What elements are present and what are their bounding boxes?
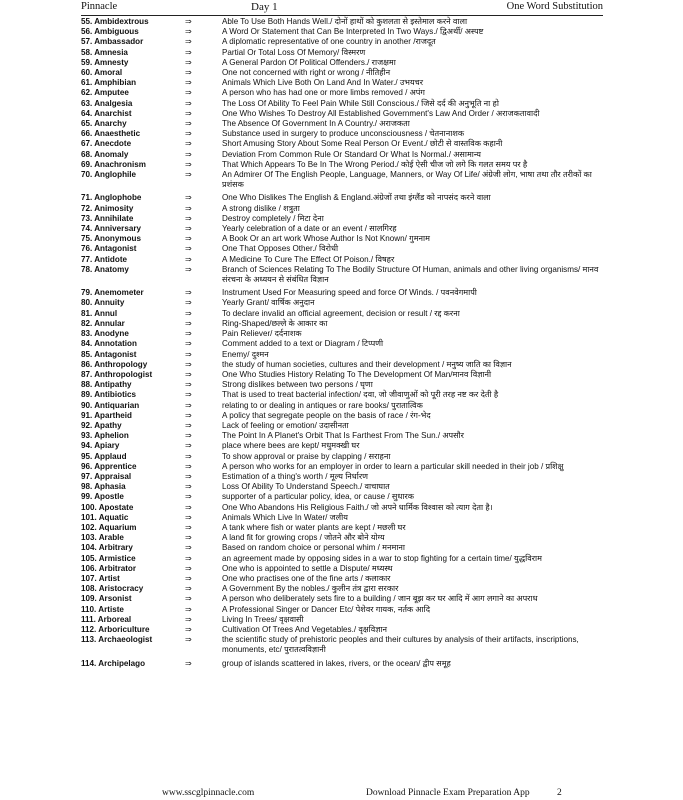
- entry-term: 70. Anglophile: [81, 170, 137, 180]
- arrow-icon: ⇒: [185, 614, 192, 624]
- entry-term: 59. Amnesty: [81, 57, 129, 67]
- entry-term: 82. Annular: [81, 318, 125, 328]
- entry-definition: A person who has had one or more limbs removed / अपंग: [222, 88, 425, 98]
- entry-definition: Short Amusing Story About Some Real Person Or Event./ छोटी से वास्तविक कहानी: [222, 139, 503, 149]
- entry-definition: Based on random choice or personal whim / मनमाना: [222, 543, 406, 553]
- arrow-icon: ⇒: [185, 88, 192, 98]
- list-item: [81, 472, 603, 482]
- list-item: [81, 503, 603, 513]
- entry-term: 110. Artiste: [81, 604, 124, 614]
- arrow-icon: ⇒: [185, 98, 192, 108]
- list-item: [81, 78, 603, 88]
- entry-definition: Comment added to a text or Diagram / टिप्पणी: [222, 339, 384, 349]
- arrow-icon: ⇒: [185, 119, 192, 129]
- arrow-icon: ⇒: [185, 461, 192, 471]
- entry-term: 90. Antiquarian: [81, 400, 140, 410]
- entry-term: 85. Antagonist: [81, 349, 137, 359]
- entry-definition: One not concerned with right or wrong / नीतिहीन: [222, 68, 391, 78]
- arrow-icon: ⇒: [185, 203, 192, 213]
- entry-definition: Strong dislikes between two persons / घृणा: [222, 380, 373, 390]
- entry-definition: A diplomatic representative of one country in another /राजदूत: [222, 37, 436, 47]
- list-item: [81, 574, 603, 584]
- entry-definition: relating to or dealing in antiques or rare books/ पुरातात्विक: [222, 400, 423, 410]
- arrow-icon: ⇒: [185, 17, 192, 26]
- word-list: [81, 17, 603, 669]
- arrow-icon: ⇒: [185, 288, 192, 298]
- entry-definition: One who practises one of the fine arts / कलाकार: [222, 573, 391, 583]
- entry-definition: An Admirer Of The English People, Language, Manners, or Way Of Life/ अंग्रेजी लोग, भाषा तथा तौर तरीकों का प्रशंसक: [222, 170, 592, 190]
- arrow-icon: ⇒: [185, 264, 192, 274]
- entry-term: 83. Anodyne: [81, 329, 129, 339]
- entry-term: 55. Ambidextrous: [81, 17, 149, 26]
- arrow-icon: ⇒: [185, 441, 192, 451]
- entry-definition: A strong dislike / शत्रुता: [222, 203, 300, 213]
- header-topic: One Word Substitution: [506, 1, 603, 12]
- entry-term: 75. Anonymous: [81, 234, 141, 244]
- list-item: [81, 298, 603, 308]
- entry-term: 65. Anarchy: [81, 119, 127, 129]
- arrow-icon: ⇒: [185, 57, 192, 67]
- entry-term: 113. Archaeologist: [81, 635, 153, 645]
- list-item: [81, 533, 603, 543]
- entry-definition: Destroy completely / मिटा देना: [222, 213, 324, 223]
- entry-definition: A Professional Singer or Dancer Etc/ पेशेवर गायक, नर्तक आदि: [222, 604, 431, 614]
- list-item: [81, 339, 603, 349]
- list-item: [81, 584, 603, 594]
- arrow-icon: ⇒: [185, 159, 192, 169]
- entry-definition: The Absence Of Government In A Country./ अराजकता: [222, 119, 410, 129]
- list-item: [81, 170, 603, 190]
- entry-term: 74. Anniversary: [81, 224, 141, 234]
- entry-definition: group of islands scattered in lakes, rivers, or the ocean/ द्वीप समूह: [222, 658, 451, 668]
- entry-term: 62. Amputee: [81, 88, 129, 98]
- arrow-icon: ⇒: [185, 543, 192, 553]
- entry-definition: A land fit for growing crops / जोतने और बोने योग्य: [222, 533, 385, 543]
- list-item: [81, 244, 603, 254]
- entry-definition: Cultivation Of Trees And Vegetables./ वृक्षविज्ञान: [222, 624, 388, 634]
- entry-definition: Loss Of Ability To Understand Speech./ वाचाघात: [222, 482, 390, 492]
- arrow-icon: ⇒: [185, 533, 192, 543]
- arrow-icon: ⇒: [185, 594, 192, 604]
- entry-definition: Partial Or Total Loss Of Memory/ विस्मरण: [222, 47, 366, 57]
- entry-definition: To show approval or praise by clapping / सराहना: [222, 451, 391, 461]
- page-number: 2: [557, 788, 562, 798]
- arrow-icon: ⇒: [185, 431, 192, 441]
- entry-term: 95. Applaud: [81, 451, 127, 461]
- list-item: [81, 554, 603, 564]
- entry-definition: an agreement made by opposing sides in a war to stop fighting for a certain time/ युद्धविराम: [222, 553, 542, 563]
- entry-term: 109. Arsonist: [81, 594, 132, 604]
- entry-term: 61. Amphibian: [81, 78, 137, 88]
- entry-term: 101. Aquatic: [81, 512, 129, 522]
- arrow-icon: ⇒: [185, 451, 192, 461]
- list-item: [81, 605, 603, 615]
- entry-term: 89. Antibiotics: [81, 390, 137, 400]
- arrow-icon: ⇒: [185, 502, 192, 512]
- arrow-icon: ⇒: [185, 400, 192, 410]
- arrow-icon: ⇒: [185, 27, 192, 37]
- entry-definition: That is used to treat bacterial infection/ दवा, जो जीवाणुओं को पूरी तरह नष्ट कर देती है: [222, 390, 499, 400]
- list-item: [81, 360, 603, 370]
- entry-term: 57. Ambassador: [81, 37, 144, 47]
- list-item: [81, 452, 603, 462]
- entry-term: 96. Apprentice: [81, 461, 137, 471]
- header-day: Day 1: [251, 1, 278, 13]
- entry-definition: Able To Use Both Hands Well./ दोनों हाथों को कुशलता से इस्तेमाल करने वाला: [222, 17, 468, 26]
- entry-term: 73. Annihilate: [81, 213, 134, 223]
- arrow-icon: ⇒: [185, 522, 192, 532]
- list-item: [81, 370, 603, 380]
- list-item: [81, 17, 603, 27]
- entry-definition: Estimation of a thing's worth / मूल्य निर्धारण: [222, 471, 369, 481]
- entry-term: 105. Armistice: [81, 553, 136, 563]
- entry-term: 72. Animosity: [81, 203, 134, 213]
- list-item: [81, 309, 603, 319]
- entry-term: 88. Antipathy: [81, 380, 132, 390]
- arrow-icon: ⇒: [185, 193, 192, 203]
- entry-definition: One Who Dislikes The English & England.अंग्रेजों तथा इंग्लैंड को नापसंद करने वाला: [222, 193, 491, 203]
- arrow-icon: ⇒: [185, 584, 192, 594]
- entry-term: 97. Appraisal: [81, 471, 132, 481]
- page-footer: [0, 788, 683, 800]
- arrow-icon: ⇒: [185, 224, 192, 234]
- entry-term: 66. Anaesthetic: [81, 129, 141, 139]
- arrow-icon: ⇒: [185, 108, 192, 118]
- list-item: [81, 224, 603, 234]
- entry-term: 103. Arable: [81, 533, 124, 543]
- list-item: [81, 234, 603, 244]
- entry-term: 69. Anachronism: [81, 159, 146, 169]
- arrow-icon: ⇒: [185, 149, 192, 159]
- entry-definition: A Word Or Statement that Can Be Interpreted In Two Ways./ द्विअर्थी/ अस्पष्ट: [222, 27, 484, 37]
- page-header: [81, 1, 603, 15]
- footer-website: www.sscglpinnacle.com: [162, 788, 255, 798]
- arrow-icon: ⇒: [185, 234, 192, 244]
- entry-term: 104. Arbitrary: [81, 543, 133, 553]
- list-item: [81, 543, 603, 553]
- arrow-icon: ⇒: [185, 553, 192, 563]
- list-item: [81, 68, 603, 78]
- list-item: [81, 265, 603, 285]
- entry-term: 79. Anemometer: [81, 288, 144, 298]
- arrow-icon: ⇒: [185, 254, 192, 264]
- list-item: [81, 109, 603, 119]
- arrow-icon: ⇒: [185, 420, 192, 430]
- arrow-icon: ⇒: [185, 308, 192, 318]
- arrow-icon: ⇒: [185, 318, 192, 328]
- entry-term: 99. Apostle: [81, 492, 124, 502]
- arrow-icon: ⇒: [185, 390, 192, 400]
- entry-term: 94. Apiary: [81, 441, 120, 451]
- entry-definition: Enemy/ दुश्मन: [222, 349, 269, 359]
- entry-definition: the study of human societies, cultures and their development / मनुष्य जाति का विज्ञान: [222, 359, 512, 369]
- list-item: [81, 58, 603, 68]
- arrow-icon: ⇒: [185, 37, 192, 47]
- entry-definition: To declare invalid an official agreement, decision or result / रद्द करना: [222, 308, 460, 318]
- arrow-icon: ⇒: [185, 380, 192, 390]
- list-item: [81, 523, 603, 533]
- arrow-icon: ⇒: [185, 410, 192, 420]
- footer-app-promo: Download Pinnacle Exam Preparation App: [366, 788, 530, 798]
- entry-term: 114. Archipelago: [81, 658, 146, 668]
- arrow-icon: ⇒: [185, 635, 192, 645]
- header-publisher: Pinnacle: [81, 1, 118, 12]
- arrow-icon: ⇒: [185, 129, 192, 139]
- entry-definition: Yearly celebration of a date or an event / सालगिरह: [222, 224, 397, 234]
- list-item: [81, 635, 603, 655]
- list-item: [81, 625, 603, 635]
- list-item: [81, 390, 603, 400]
- entry-definition: A policy that segregate people on the basis of race / रंग-भेद: [222, 410, 431, 420]
- entry-definition: A tank where fish or water plants are kept / मछली घर: [222, 522, 406, 532]
- entry-term: 78. Anatomy: [81, 264, 129, 274]
- entry-definition: Animals Which Live In Water/ जलीय: [222, 512, 348, 522]
- entry-term: 64. Anarchist: [81, 108, 132, 118]
- list-item: [81, 48, 603, 58]
- list-item: [81, 255, 603, 265]
- entry-definition: A General Pardon Of Political Offenders./ राजक्षमा: [222, 57, 396, 67]
- list-item: [81, 350, 603, 360]
- arrow-icon: ⇒: [185, 339, 192, 349]
- arrow-icon: ⇒: [185, 47, 192, 57]
- list-item: [81, 380, 603, 390]
- list-item: [81, 431, 603, 441]
- list-item: [81, 564, 603, 574]
- arrow-icon: ⇒: [185, 471, 192, 481]
- arrow-icon: ⇒: [185, 170, 192, 180]
- arrow-icon: ⇒: [185, 68, 192, 78]
- entry-term: 58. Amnesia: [81, 47, 128, 57]
- list-item: [81, 329, 603, 339]
- list-item: [81, 513, 603, 523]
- arrow-icon: ⇒: [185, 482, 192, 492]
- entry-term: 81. Annul: [81, 308, 118, 318]
- list-item: [81, 401, 603, 411]
- entry-term: 56. Ambiguous: [81, 27, 139, 37]
- list-item: [81, 492, 603, 502]
- list-item: [81, 193, 603, 203]
- header-divider: [81, 15, 603, 16]
- list-item: [81, 421, 603, 431]
- arrow-icon: ⇒: [185, 573, 192, 583]
- list-item: [81, 319, 603, 329]
- list-item: [81, 27, 603, 37]
- entry-definition: A Government By the nobles./ कुलीन तंत्र द्वारा सरकार: [222, 584, 399, 594]
- list-item: [81, 615, 603, 625]
- entry-term: 67. Anecdote: [81, 139, 132, 149]
- entry-term: 106. Arbitrator: [81, 563, 137, 573]
- arrow-icon: ⇒: [185, 492, 192, 502]
- entry-definition: Substance used in surgery to produce unconsciousness / चेतनानाशक: [222, 129, 465, 139]
- entry-definition: One That Opposes Other./ विरोधी: [222, 244, 339, 254]
- list-item: [81, 129, 603, 139]
- arrow-icon: ⇒: [185, 604, 192, 614]
- list-item: [81, 594, 603, 604]
- entry-definition: A person who deliberately sets fire to a building / जान बूझ कर घर आदि में आग लगाने का अपराध: [222, 594, 538, 604]
- entry-definition: Living In Trees/ वृक्षवासी: [222, 614, 304, 624]
- list-item: [81, 160, 603, 170]
- arrow-icon: ⇒: [185, 359, 192, 369]
- entry-term: 108. Aristocracy: [81, 584, 144, 594]
- entry-definition: Branch of Sciences Relating To The Bodily Structure Of Human, animals and other living organisms/ मानव संरचना के अध्ययन से संबंधित विज्ञान: [222, 264, 599, 285]
- entry-term: 80. Annuity: [81, 298, 125, 308]
- entry-definition: The Loss Of Ability To Feel Pain While Still Conscious./ जिसे दर्द की अनुभूति ना हो: [222, 98, 499, 108]
- entry-definition: place where bees are kept/ मधुमक्खी घर: [222, 441, 360, 451]
- entry-definition: Yearly Grant/ वार्षिक अनुदान: [222, 298, 315, 308]
- entry-definition: One Who Studies History Relating To The Development Of Man/मानव विज्ञानी: [222, 369, 492, 379]
- entry-term: 60. Amoral: [81, 68, 123, 78]
- arrow-icon: ⇒: [185, 512, 192, 522]
- arrow-icon: ⇒: [185, 78, 192, 88]
- list-item: [81, 99, 603, 109]
- arrow-icon: ⇒: [185, 213, 192, 223]
- entry-definition: One Who Wishes To Destroy All Established Government's Law And Order / अराजकतावादी: [222, 108, 540, 118]
- entry-term: 77. Antidote: [81, 254, 128, 264]
- entry-term: 102. Aquarium: [81, 522, 137, 532]
- entry-definition: The Point In A Planet's Orbit That Is Farthest From The Sun./ अपसौर: [222, 431, 464, 441]
- arrow-icon: ⇒: [185, 139, 192, 149]
- list-item: [81, 482, 603, 492]
- entry-definition: Ring-Shaped/छल्ले के आकार का: [222, 318, 328, 328]
- list-item: [81, 411, 603, 421]
- list-item: [81, 139, 603, 149]
- entry-definition: Lack of feeling or emotion/ उदासीनता: [222, 420, 349, 430]
- entry-term: 93. Aphelion: [81, 431, 129, 441]
- arrow-icon: ⇒: [185, 624, 192, 634]
- entry-term: 63. Analgesia: [81, 98, 133, 108]
- list-item: [81, 37, 603, 47]
- arrow-icon: ⇒: [185, 369, 192, 379]
- entry-definition: Deviation From Common Rule Or Standard Or What Is Normal./ असामान्य: [222, 149, 481, 159]
- entry-term: 98. Aphasia: [81, 482, 126, 492]
- entry-term: 76. Antagonist: [81, 244, 137, 254]
- arrow-icon: ⇒: [185, 349, 192, 359]
- entry-definition: supporter of a particular policy, idea, or cause / सुधारक: [222, 492, 414, 502]
- entry-definition: One Who Abandons His Religious Faith./ जो अपने धार्मिक विश्वास को त्याग देता है।: [222, 502, 493, 512]
- list-item: [81, 88, 603, 98]
- entry-definition: A Book Or an art work Whose Author Is Not Known/ गुमनाम: [222, 234, 430, 244]
- list-item: [81, 150, 603, 160]
- arrow-icon: ⇒: [185, 329, 192, 339]
- entry-definition: the scientific study of prehistoric peoples and their cultures by analysis of their artifacts, inscriptions, monuments, etc/ पुरातत्वविज्ञानी: [222, 635, 579, 655]
- entry-term: 111. Arboreal: [81, 614, 132, 624]
- entry-term: 71. Anglophobe: [81, 193, 142, 203]
- entry-definition: A person who works for an employer in order to learn a particular skill needed in their job / प्रशिक्षु: [222, 461, 564, 471]
- entry-definition: Pain Reliever/ दर्दनाशक: [222, 329, 302, 339]
- entry-definition: Instrument Used For Measuring speed and force Of Winds. / पवनवेगमापी: [222, 288, 477, 298]
- list-item: [81, 441, 603, 451]
- entry-definition: That Which Appears To Be In The Wrong Period./ कोई ऐसी चीज जो लगे कि गलत समय पर है: [222, 159, 528, 169]
- entry-definition: Animals Which Live Both On Land And In Water./ उभयचर: [222, 78, 424, 88]
- list-item: [81, 462, 603, 472]
- entry-term: 68. Anomaly: [81, 149, 129, 159]
- entry-term: 100. Apostate: [81, 502, 134, 512]
- entry-term: 84. Annotation: [81, 339, 137, 349]
- entry-term: 91. Apartheid: [81, 410, 132, 420]
- list-item: [81, 204, 603, 214]
- list-item: [81, 288, 603, 298]
- arrow-icon: ⇒: [185, 563, 192, 573]
- entry-definition: A Medicine To Cure The Effect Of Poison./ विषहर: [222, 254, 395, 264]
- entry-term: 92. Apathy: [81, 420, 122, 430]
- list-item: [81, 659, 603, 669]
- entry-term: 86. Anthropology: [81, 359, 148, 369]
- arrow-icon: ⇒: [185, 658, 192, 668]
- arrow-icon: ⇒: [185, 244, 192, 254]
- list-item: [81, 119, 603, 129]
- entry-term: 87. Anthropologist: [81, 369, 153, 379]
- list-item: [81, 214, 603, 224]
- entry-definition: One who is appointed to settle a Dispute/ मध्यस्थ: [222, 563, 393, 573]
- entry-term: 112. Arboriculture: [81, 624, 150, 634]
- entry-term: 107. Artist: [81, 573, 120, 583]
- arrow-icon: ⇒: [185, 298, 192, 308]
